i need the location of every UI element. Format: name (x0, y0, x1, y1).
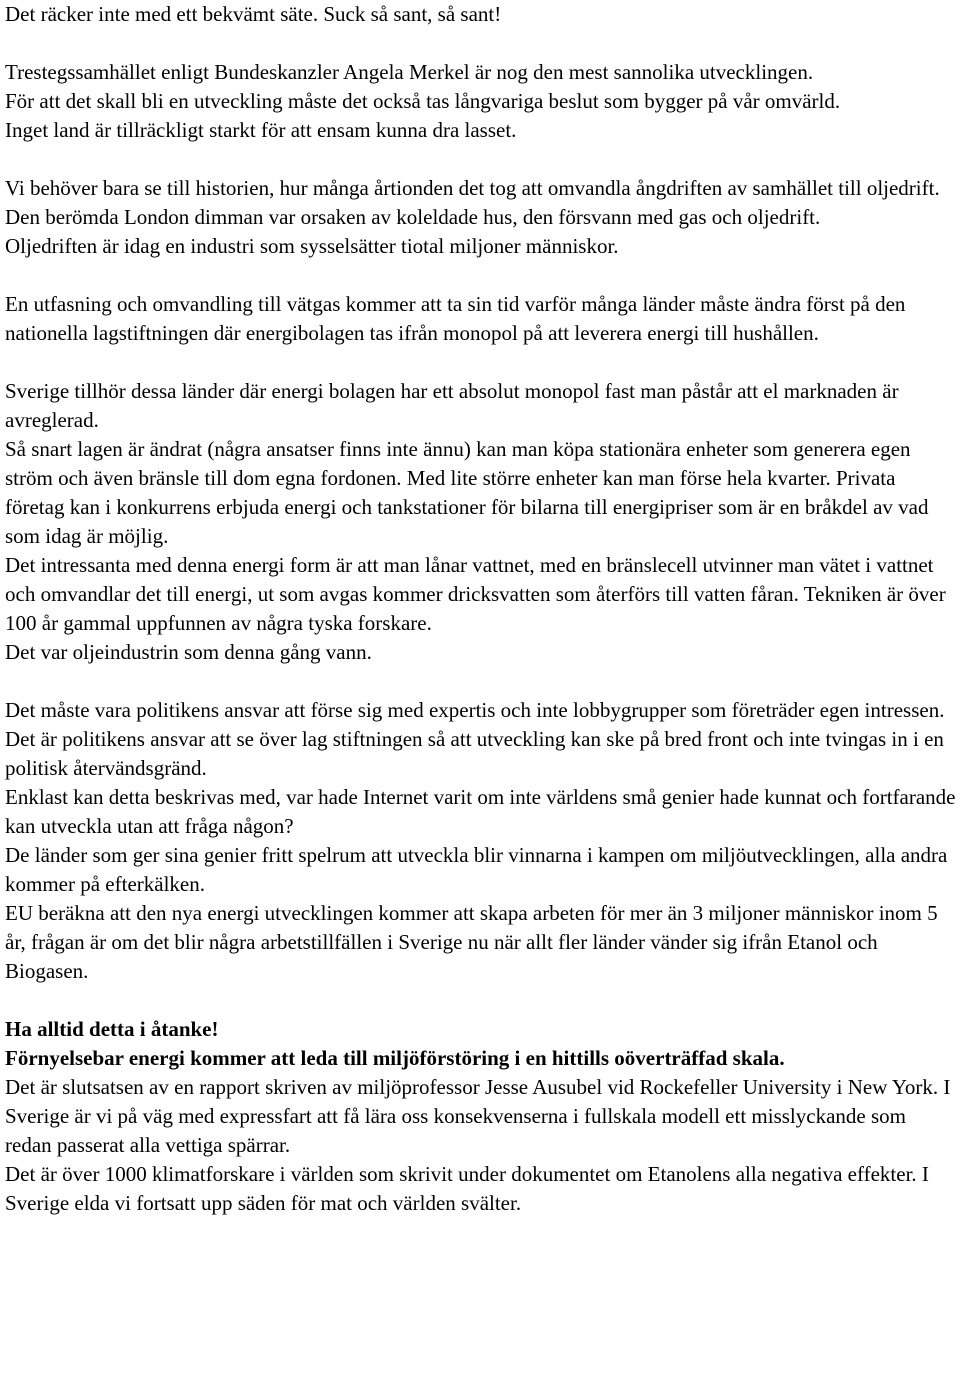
document-body (5, 0, 957, 1218)
paragraph-gap (5, 667, 957, 696)
paragraph: Det är över 1000 klimatforskare i världen som skrivit under dokumentet om Etanolens alla negativa effekter. I Sverige elda vi fortsatt upp säden för mat och världen svälter. (5, 1162, 929, 1215)
paragraph: Det var oljeindustrin som denna gång vann. (5, 640, 372, 664)
paragraph-gap (5, 986, 957, 1015)
paragraph-gap (5, 145, 957, 174)
paragraph: Sverige tillhör dessa länder där energi bolagen har ett absolut monopol fast man påstår att el marknaden är avreglerad. (5, 379, 899, 432)
paragraph: Inget land är tillräckligt starkt för att ensam kunna dra lasset. (5, 118, 517, 142)
paragraph: Oljedriften är idag en industri som sysselsätter tiotal miljoner människor. (5, 234, 619, 258)
paragraph: En utfasning och omvandling till vätgas kommer att ta sin tid varför många länder måste ändra först på den nationella lagstiftningen där energibolagen tas ifrån monopol på att leverera energi till hushållen. (5, 292, 906, 345)
bold-statement: Förnyelsebar energi kommer att leda till miljöförstöring i en hittills oöverträffad skala. (5, 1046, 785, 1070)
paragraph-gap (5, 261, 957, 290)
paragraph-gap (5, 29, 957, 58)
paragraph: Vi behöver bara se till historien, hur många årtionden det tog att omvandla ångdriften av samhället till oljedrift. (5, 176, 940, 200)
paragraph: Det måste vara politikens ansvar att förse sig med expertis och inte lobbygrupper som företräder egen intressen. (5, 698, 945, 722)
paragraph: Enklast kan detta beskrivas med, var hade Internet varit om inte världens små genier hade kunnat och fortfarande kan utveckla utan att fråga någon? (5, 785, 956, 838)
paragraph: De länder som ger sina genier fritt spelrum att utveckla blir vinnarna i kampen om miljöutvecklingen, alla andra kommer på efterkälken. (5, 843, 948, 896)
paragraph: Så snart lagen är ändrat (några ansatser finns inte ännu) kan man köpa stationära enheter som generera egen ström och även bränsle till dom egna fordonen. Med lite större enheter kan man förse hela kvarter. Privata företag kan i konkurrens erbjuda energi och tankstationer för bilarna till energipriser som är en bråkdel av vad som idag är möjlig. (5, 437, 929, 548)
paragraph: Den berömda London dimman var orsaken av koleldade hus, den försvann med gas och oljedrift. (5, 205, 821, 229)
paragraph: Det är politikens ansvar att se över lag stiftningen så att utveckling kan ske på bred front och inte tvingas in i en politisk återvändsgränd. (5, 727, 944, 780)
paragraph: För att det skall bli en utveckling måste det också tas långvariga beslut som bygger på vår omvärld. (5, 89, 841, 113)
paragraph: Det intressanta med denna energi form är att man lånar vattnet, med en bränslecell utvinner man vätet i vattnet och omvandlar det till energi, ut som avgas kommer dricksvatten som återförs till vatten fåran. Tekniken är över 100 år gammal uppfunnen av några tyska forskare. (5, 553, 946, 635)
paragraph: Det är slutsatsen av en rapport skriven av miljöprofessor Jesse Ausubel vid Rockefeller University i New York. I Sverige är vi på väg med expressfart att få lära oss konsekvenserna i fullskala modell ett misslyckande som redan passerat alla vettiga spärrar. (5, 1075, 951, 1157)
paragraph: EU beräkna att den nya energi utvecklingen kommer att skapa arbeten för mer än 3 miljoner människor inom 5 år, frågan är om det blir några arbetstillfällen i Sverige nu när allt fler länder vänder sig ifrån Etanol och Biogasen. (5, 901, 938, 983)
paragraph: Det räcker inte med ett bekvämt säte. Suck så sant, så sant! (5, 2, 502, 26)
paragraph-gap (5, 348, 957, 377)
bold-heading: Ha alltid detta i åtanke! (5, 1017, 219, 1041)
paragraph: Trestegssamhället enligt Bundeskanzler Angela Merkel är nog den mest sannolika utvecklingen. (5, 60, 814, 84)
